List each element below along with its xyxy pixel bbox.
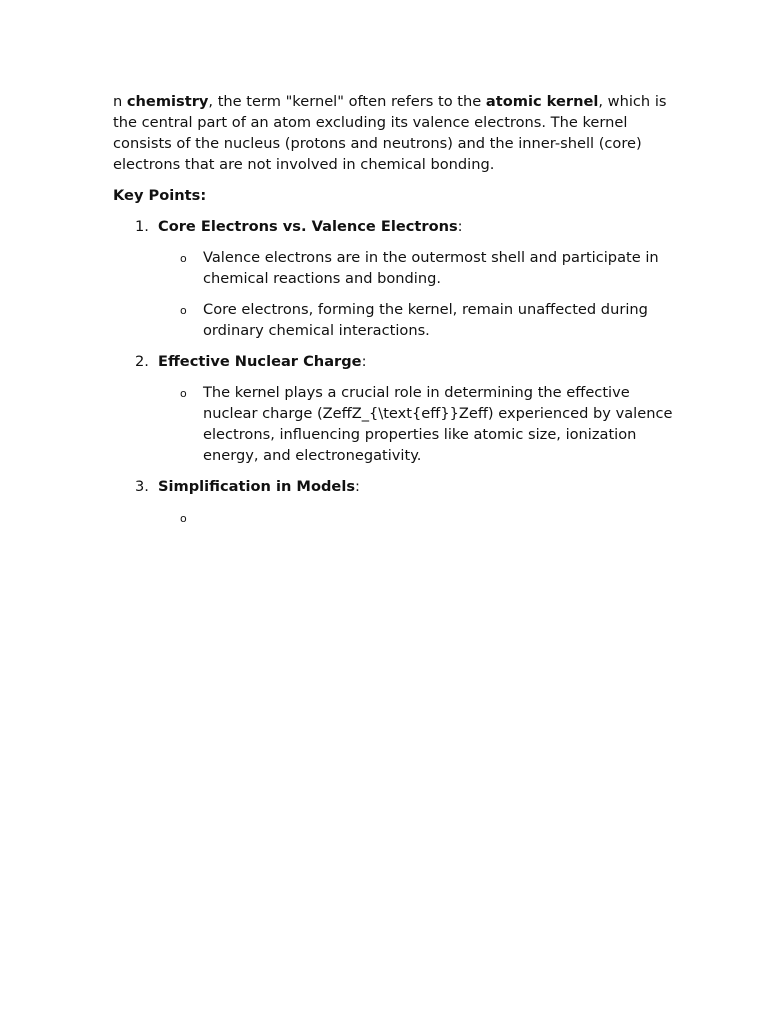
sub-list (158, 247, 673, 341)
point-title: Effective Nuclear Charge (158, 353, 362, 370)
intro-paragraph (113, 91, 673, 175)
point-suffix: : (457, 218, 463, 235)
sub-list (158, 382, 673, 466)
intro-text-1: n (113, 93, 127, 110)
sub-item-text: Core electrons, forming the kernel, remain unaffected during ordinary chemical interactions. (203, 301, 648, 339)
sub-list (158, 507, 673, 528)
intro-bold-chemistry: chemistry (126, 93, 209, 110)
list-number: 2. (135, 353, 149, 370)
point-title: Core Electrons vs. Valence Electrons (158, 218, 458, 235)
list-number: 1. (135, 218, 149, 235)
intro-text-3: , which is the central part of an atom excluding its valence electrons. The kernel consists of the nucleus (protons and neutrons) and the inner-shell (core) electrons that are not involved in chemical bonding. (113, 93, 667, 173)
point-title: Simplification in Models (158, 478, 356, 495)
hollow-bullet-icon: o (180, 387, 187, 400)
list-item (113, 216, 673, 341)
intro-bold-atomic-kernel: atomic kernel (485, 93, 599, 110)
key-points-heading: Key Points: (113, 187, 207, 204)
point-suffix: : (355, 478, 360, 495)
sub-item-text: The kernel plays a crucial role in determining the effective nuclear charge (ZeffZ_{\text{eff}}Zeff) experienced by valence electrons, influencing properties like atomic size, ionization energy, and electronegativity. (203, 384, 673, 464)
list-item (113, 476, 673, 528)
key-points-list (113, 216, 673, 528)
sub-list-item (158, 507, 673, 528)
document-body (113, 91, 673, 538)
list-number: 3. (135, 478, 149, 495)
hollow-bullet-icon: o (180, 252, 187, 265)
intro-text-2: , the term "kernel" often refers to the (208, 93, 486, 110)
hollow-bullet-icon: o (180, 304, 187, 317)
point-suffix: : (361, 353, 367, 370)
sub-list-item (158, 247, 673, 289)
list-item (113, 351, 673, 466)
sub-list-item (158, 382, 673, 466)
sub-list-item (158, 299, 673, 341)
hollow-bullet-icon: o (180, 512, 187, 525)
sub-item-text: Valence electrons are in the outermost shell and participate in chemical reactions and bonding. (203, 249, 659, 287)
